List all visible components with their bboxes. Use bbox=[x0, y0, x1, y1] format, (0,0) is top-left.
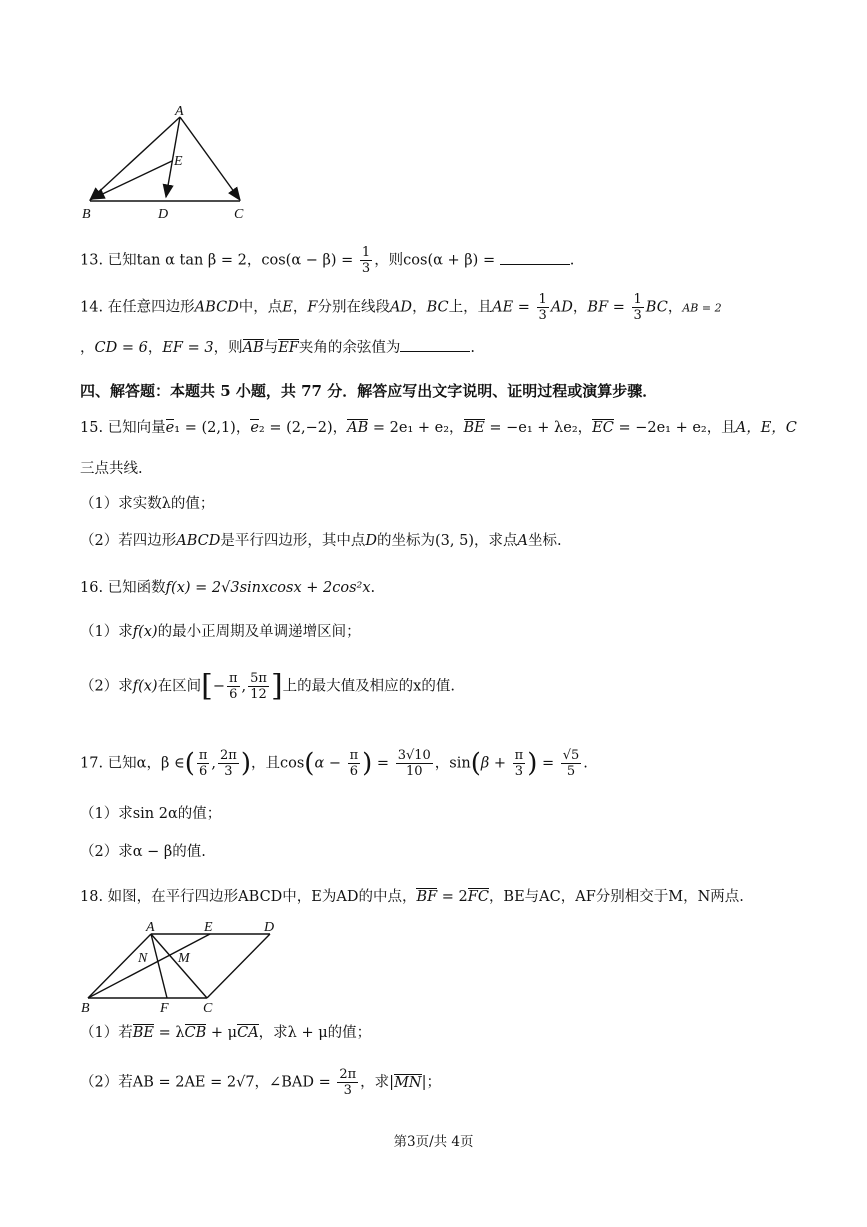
fig2-label-b: B bbox=[81, 1001, 90, 1013]
question-14-line2: ，CD = 6，EF = 3，则AB与EF夹角的余弦值为 . bbox=[80, 340, 475, 356]
fig1-label-a: A bbox=[175, 105, 184, 119]
answer-blank bbox=[400, 350, 470, 352]
question-17-sub1: （1）求sin 2α的值； bbox=[80, 806, 222, 822]
fig2-label-e: E bbox=[204, 920, 213, 935]
parallelogram-figure bbox=[78, 918, 288, 1013]
fraction: $\frac{1}{3}$ bbox=[361, 245, 371, 276]
question-18-sub2: （2）若AB = 2AE = 2√7，∠BAD = $\frac{2\pi}{3}$ ，求|MN|； bbox=[80, 1067, 441, 1098]
question-18-sub1: （1）若BE = λCB + μCA，求λ + μ的值； bbox=[80, 1025, 372, 1041]
question-15-sub2: （2）若四边形ABCD是平行四边形，其中点D的坐标为(3, 5)，求点A坐标. bbox=[80, 533, 562, 549]
question-15-line2: 三点共线. bbox=[80, 461, 143, 477]
question-15-line1: 15. 已知向量e₁ = (2,1)，e₂ = (2,−2)，AB = 2e₁ + e₂，BE = −e₁ + λe₂，EC = −2e₁ + e₂，且A，E，C bbox=[80, 420, 797, 436]
fig1-label-b: B bbox=[82, 207, 91, 222]
triangle-figure bbox=[80, 105, 260, 225]
fig1-label-c: C bbox=[234, 207, 244, 222]
question-16-line1: 16. 已知函数f(x) = 2√3sinxcosx + 2cos²x. bbox=[80, 580, 376, 596]
page-footer: 第3页/共 4页 bbox=[393, 1134, 474, 1150]
question-17-sub2: （2）求α − β的值. bbox=[80, 844, 206, 860]
question-14-line1: 14. 在任意四边形ABCD中，点E，F分别在线段AD，BC上，且AE = $\frac{1}{3}$ AD，BF = $\frac{1}{3}$ BC，AB = 2 bbox=[80, 292, 722, 323]
answer-blank bbox=[500, 263, 570, 265]
fig2-label-d: D bbox=[264, 920, 275, 935]
question-18-line1: 18. 如图，在平行四边形ABCD中，E为AD的中点，BF = 2FC，BE与AC，AF分别相交于M，N两点. bbox=[80, 889, 744, 905]
fig2-label-m: M bbox=[178, 951, 190, 966]
fig2-label-f: F bbox=[160, 1001, 169, 1013]
fig2-label-n: N bbox=[138, 951, 148, 966]
question-16-sub1: （1）求f(x)的最小正周期及单调递增区间； bbox=[80, 624, 361, 640]
fig1-label-d: D bbox=[158, 207, 169, 222]
fig2-label-c: C bbox=[203, 1001, 213, 1013]
question-15-sub1: （1）求实数λ的值； bbox=[80, 496, 215, 512]
question-17: 17. 已知α，β ∈( $\frac{\pi}{6}$ , $\frac{2\pi}{3}$ )，且cos(α − $\frac{\pi}{6}$ ) = $\frac{3√10}{10}$ ，sin(β + $\frac{\pi}{3}$ ) = $\frac{√5}{5}$ . bbox=[80, 748, 588, 779]
fig1-label-e: E bbox=[174, 154, 183, 169]
fig2-label-a: A bbox=[146, 920, 155, 935]
section-heading: 四、解答题：本题共 5 小题，共 77 分．解答应写出文字说明、证明过程或演算步骤． bbox=[80, 382, 658, 400]
question-13: 13. 已知tan α tan β = 2，cos(α − β) = $\frac{1}{3}$ ，则cos(α + β) = . bbox=[80, 245, 575, 276]
question-16-sub2: （2）求f(x)在区间[− $\frac{\pi}{6}$ , $\frac{5\pi}{12}$ ]上的最大值及相应的x的值. bbox=[80, 668, 455, 704]
